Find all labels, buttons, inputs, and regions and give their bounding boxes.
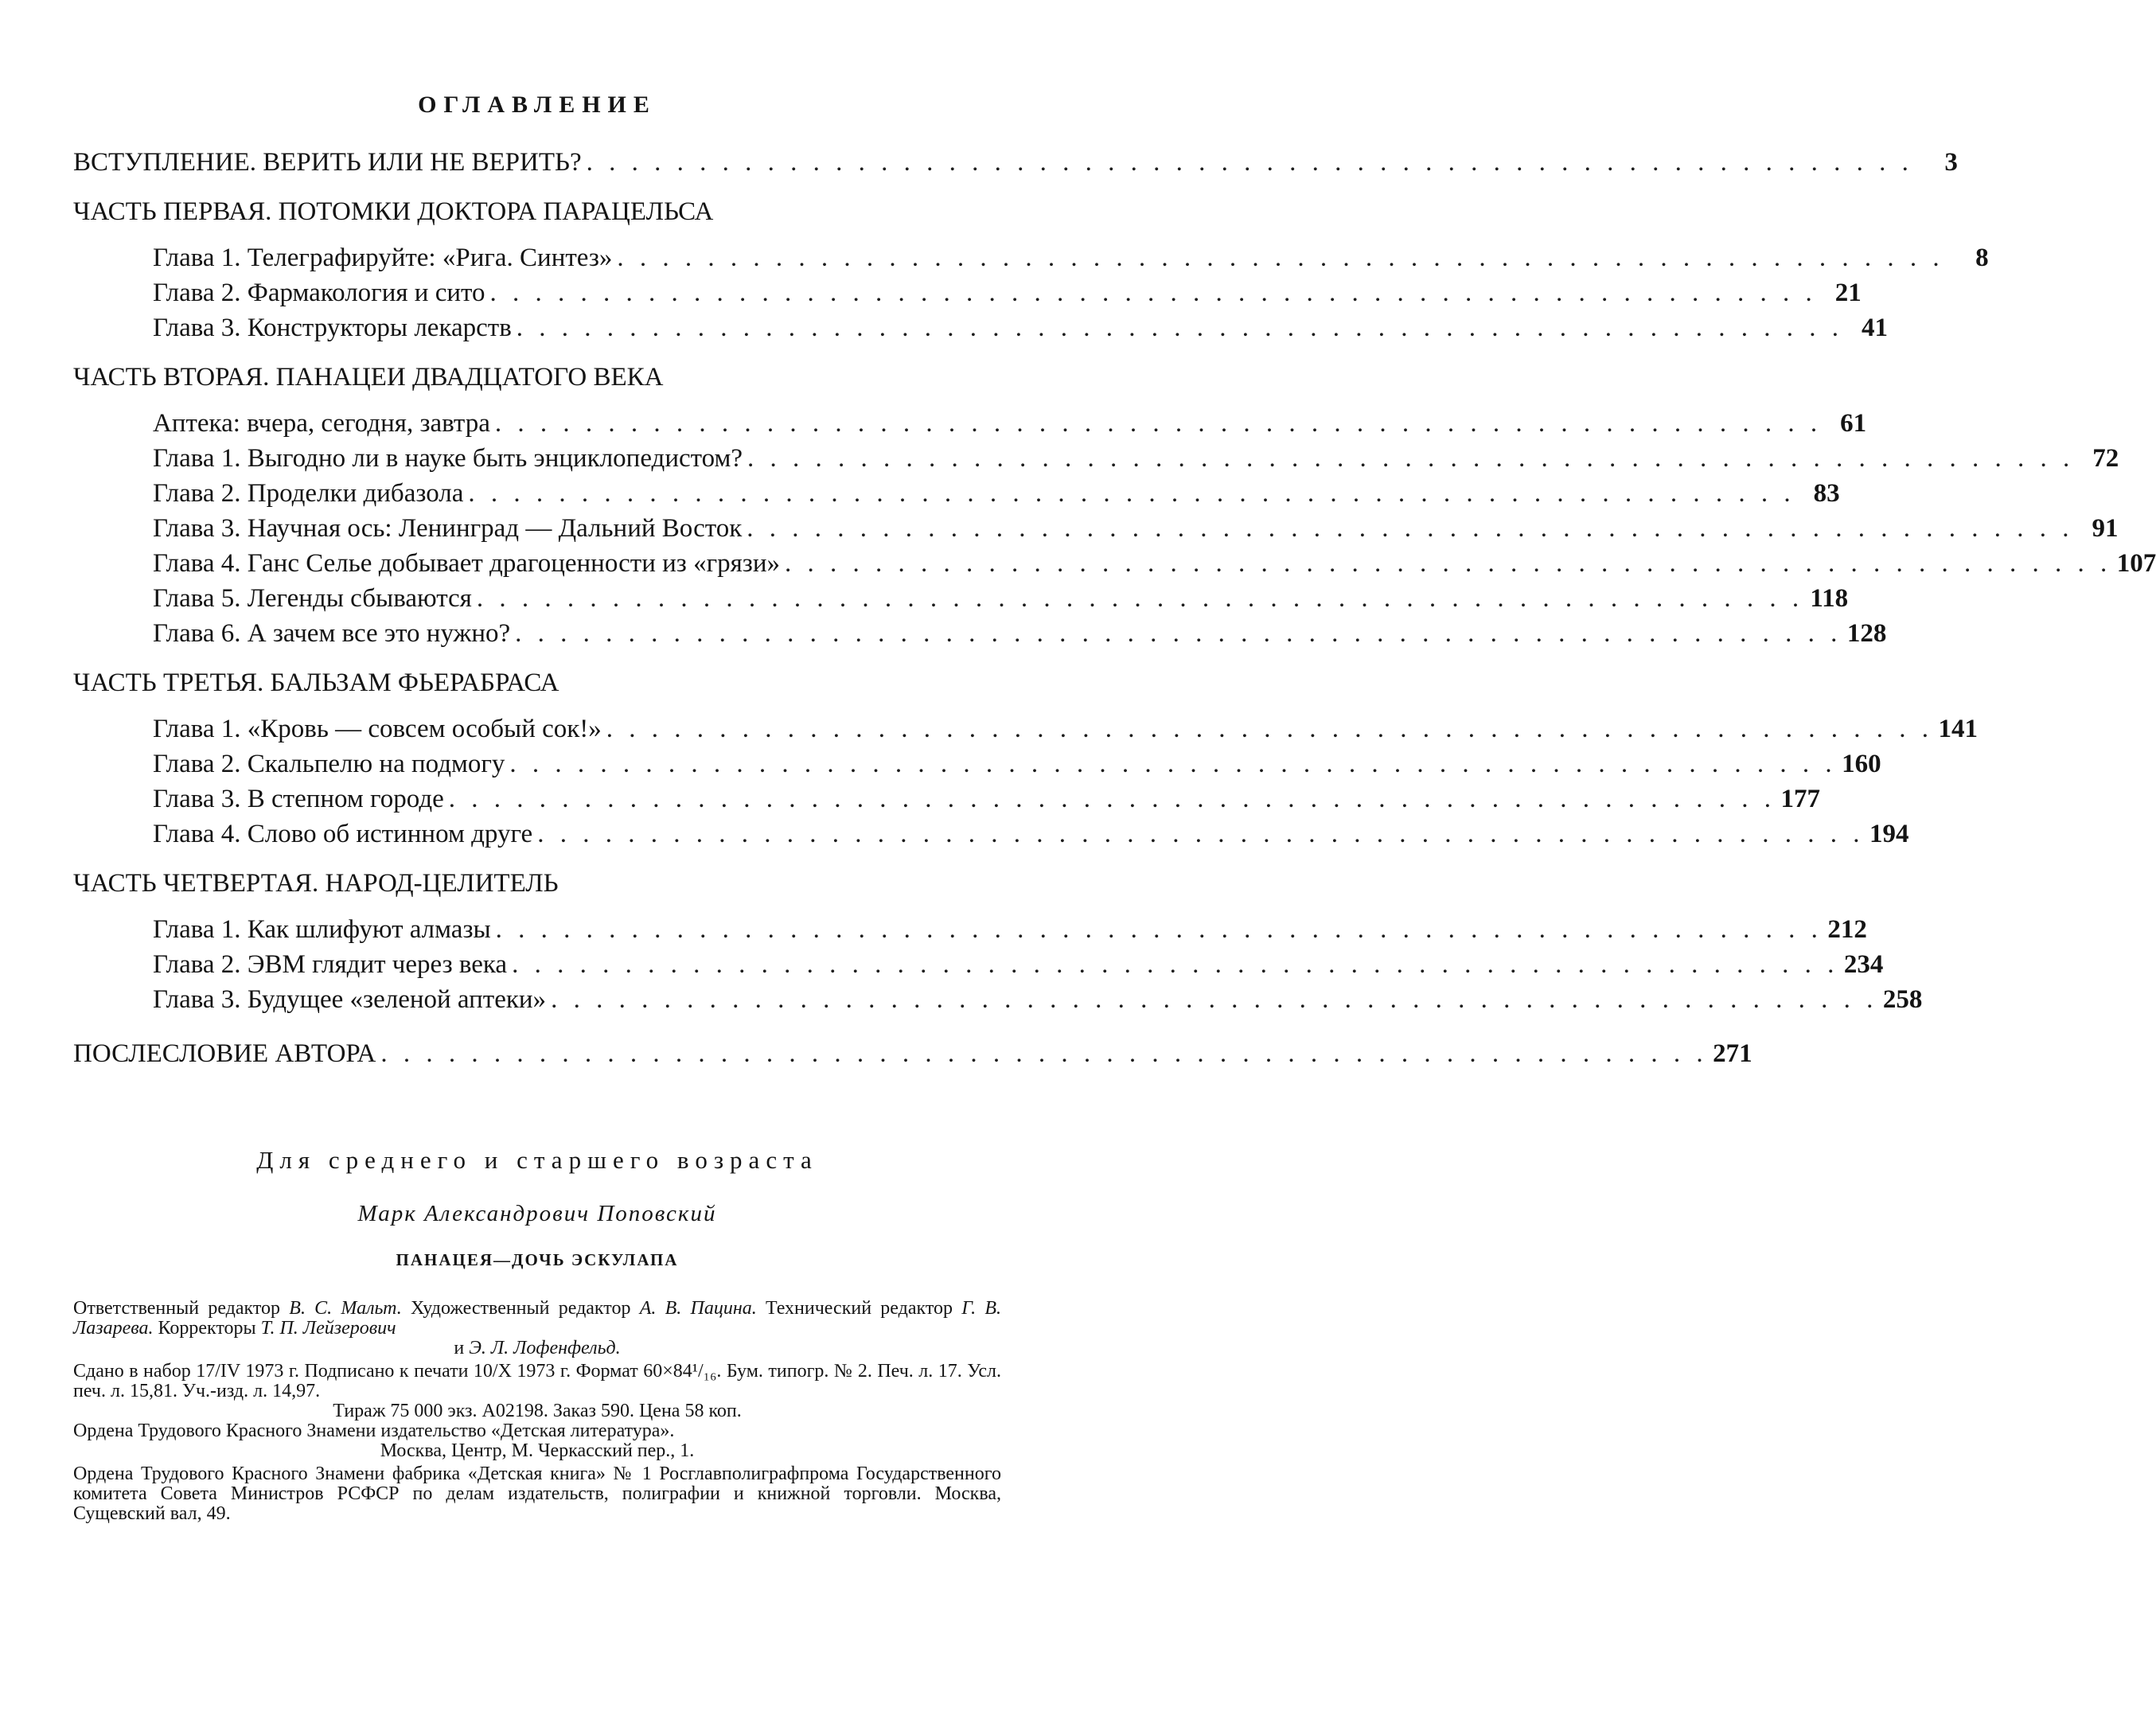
dot-leader xyxy=(507,947,1834,982)
editors-text: Технический редактор xyxy=(756,1298,962,1319)
editors-text: и xyxy=(454,1338,470,1358)
toc-entry-page: 234 xyxy=(1843,950,1884,979)
toc-entry xyxy=(73,441,2119,476)
publisher-address: Москва, Центр, М. Черкасский пер., 1. xyxy=(380,1440,695,1461)
dot-leader xyxy=(490,406,1817,441)
dot-leader xyxy=(485,275,1812,310)
part-heading-1: ЧАСТЬ ПЕРВАЯ. ПОТОМКИ ДОКТОРА ПАРАЦЕЛЬСА xyxy=(73,197,714,226)
toc-entry xyxy=(73,616,1887,651)
dot-leader xyxy=(742,511,2068,546)
toc-entry-page: 271 xyxy=(1713,1039,1752,1068)
imprint xyxy=(73,1299,1001,1524)
dot-leader xyxy=(463,476,1790,511)
toc-entry-label: Глава 1. Как шлифуют алмазы xyxy=(153,915,491,944)
dot-leader xyxy=(582,145,1908,180)
toc-entry-label: Глава 4. Ганс Селье добывает драгоценности из «грязи» xyxy=(153,549,780,578)
toc-entry-page: 141 xyxy=(1938,715,1979,743)
editors-text: Ответственный редактор xyxy=(73,1298,290,1319)
audience-note: Для среднего и старшего возраста xyxy=(256,1146,818,1174)
toc-entry-label: Аптека: вчера, сегодня, завтра xyxy=(153,409,490,438)
toc-entry-label: Глава 6. А зачем все это нужно? xyxy=(153,619,511,648)
dot-leader xyxy=(602,711,1928,746)
toc-entry-page: 8 xyxy=(1975,244,1989,272)
toc-entry xyxy=(73,511,2119,546)
proofreaders-2: Э. Л. Лофенфельд. xyxy=(469,1338,621,1358)
dot-leader xyxy=(743,441,2069,476)
toc-entry-label: Глава 1. Выгодно ли в науке быть энциклопедистом? xyxy=(153,444,743,473)
dot-leader xyxy=(780,546,2107,581)
proofreaders: Т. П. Лейзерович xyxy=(260,1318,396,1339)
toc-entry xyxy=(73,406,1867,441)
toc-entry xyxy=(73,781,1821,817)
toc-entry xyxy=(73,817,1909,852)
part-heading-4: ЧАСТЬ ЧЕТВЕРТАЯ. НАРОД-ЦЕЛИТЕЛЬ xyxy=(73,869,559,898)
dot-leader xyxy=(444,781,1771,817)
toc-entry-label: Глава 2. Фармакология и сито xyxy=(153,279,485,307)
toc-entry-label: Глава 5. Легенды сбываются xyxy=(153,584,472,613)
toc-entry xyxy=(73,310,1889,345)
toc-entry-label: Глава 3. В степном городе xyxy=(153,785,444,813)
dot-leader xyxy=(491,912,1818,947)
editors-text: Художественный редактор xyxy=(401,1298,640,1319)
dot-leader xyxy=(546,982,1873,1017)
toc-entry-label: Глава 3. Научная ось: Ленинград — Дальний Восток xyxy=(153,514,743,543)
dot-leader xyxy=(612,240,1939,275)
author-name: Марк Александрович Поповский xyxy=(357,1201,717,1226)
book-title: ПАНАЦЕЯ—ДОЧЬ ЭСКУЛАПА xyxy=(396,1250,679,1269)
toc-entry-page: 41 xyxy=(1862,314,1889,342)
dot-leader xyxy=(532,817,1859,852)
toc-entry-label: Глава 4. Слово об истинном друге xyxy=(153,820,533,848)
part-heading-3: ЧАСТЬ ТРЕТЬЯ. БАЛЬЗАМ ФЬЕРАБРАСА xyxy=(73,668,559,697)
editors-text: Корректоры xyxy=(153,1318,261,1339)
responsible-editor: В. С. Мальт. xyxy=(289,1298,402,1319)
toc-entry xyxy=(73,546,2156,581)
printer-info: Ордена Трудового Красного Знамени фабрика «Детская книга» № 1 Росглавполиграфпрома Государственного комитета Совета Министров РСФСР по делам издательств, полиграфии и книжной торговли. Москва, Сущевский вал, 49. xyxy=(73,1464,1001,1524)
publisher: Ордена Трудового Красного Знамени издательство «Детская литература». xyxy=(73,1421,675,1441)
toc-title: ОГЛАВЛЕНИЕ xyxy=(418,92,657,118)
print-run: Тираж 75 000 экз. А02198. Заказ 590. Цена 58 коп. xyxy=(333,1401,742,1421)
toc-entry-page: 194 xyxy=(1869,820,1909,848)
toc-entry-page: 21 xyxy=(1834,279,1862,307)
toc-entry-page: 160 xyxy=(1842,750,1881,778)
toc-entry-page: 258 xyxy=(1882,985,1923,1014)
editors-credits xyxy=(73,1299,1001,1339)
dot-leader xyxy=(505,746,1831,781)
colophon xyxy=(73,1144,1001,1524)
toc-entry-afterword xyxy=(73,1036,1752,1071)
toc-entry-page: 3 xyxy=(1944,148,1958,177)
toc-entry-intro xyxy=(73,145,1958,180)
editors-credits-end xyxy=(73,1339,1001,1358)
toc-entry xyxy=(73,476,1840,511)
toc-entry xyxy=(73,240,1989,275)
toc-entry-page: 107 xyxy=(2116,549,2156,578)
toc-entry xyxy=(73,581,1849,616)
toc-entry xyxy=(73,711,1979,746)
toc-entry-label: Глава 1. «Кровь — совсем особый сок!» xyxy=(153,715,602,743)
toc-entry-page: 177 xyxy=(1780,785,1821,813)
toc-entry-page: 212 xyxy=(1827,915,1867,944)
toc-entry-label: ВСТУПЛЕНИЕ. ВЕРИТЬ ИЛИ НЕ ВЕРИТЬ? xyxy=(73,148,582,177)
toc-entry-label: Глава 3. Конструкторы лекарств xyxy=(153,314,512,342)
toc-entry-label: Глава 1. Телеграфируйте: «Рига. Синтез» xyxy=(153,244,613,272)
toc-entry-label: Глава 2. Проделки дибазола xyxy=(153,479,464,508)
toc-entry-label: Глава 3. Будущее «зеленой аптеки» xyxy=(153,985,547,1014)
toc-entry xyxy=(73,982,1923,1017)
toc-entry-label: ПОСЛЕСЛОВИЕ АВТОРА xyxy=(73,1039,376,1068)
toc-entry-page: 118 xyxy=(1810,584,1849,613)
dot-leader xyxy=(376,1036,1702,1071)
toc-entry-page: 91 xyxy=(2092,514,2119,543)
toc-entry xyxy=(73,746,1881,781)
technical-editor: Г. В. Лазарева. xyxy=(73,1298,1001,1339)
toc-entry-label: Глава 2. Скальпелю на подмогу xyxy=(153,750,505,778)
print-details: Сдано в набор 17/IV 1973 г. Подписано к печати 10/X 1973 г. Формат 60×84¹/₁₆. Бум. типогр. № 2. Печ. л. 17. Усл. печ. л. 15,81. Уч.-изд. л. 14,97. xyxy=(73,1361,1001,1401)
toc-entry xyxy=(73,912,1867,947)
part-heading-2: ЧАСТЬ ВТОРАЯ. ПАНАЦЕИ ДВАДЦАТОГО ВЕКА xyxy=(73,363,664,392)
toc-entry-page: 72 xyxy=(2092,444,2119,473)
toc-entry-label: Глава 2. ЭВМ глядит через века xyxy=(153,950,508,979)
dot-leader xyxy=(512,310,1838,345)
toc-entry-page: 61 xyxy=(1840,409,1867,438)
art-editor: А. В. Пацина. xyxy=(639,1298,757,1319)
toc-entry-page: 83 xyxy=(1813,479,1840,508)
toc-entry xyxy=(73,947,1884,982)
toc-entry xyxy=(73,275,1862,310)
dot-leader xyxy=(472,581,1799,616)
toc-entry-page: 128 xyxy=(1846,619,1887,648)
dot-leader xyxy=(510,616,1837,651)
